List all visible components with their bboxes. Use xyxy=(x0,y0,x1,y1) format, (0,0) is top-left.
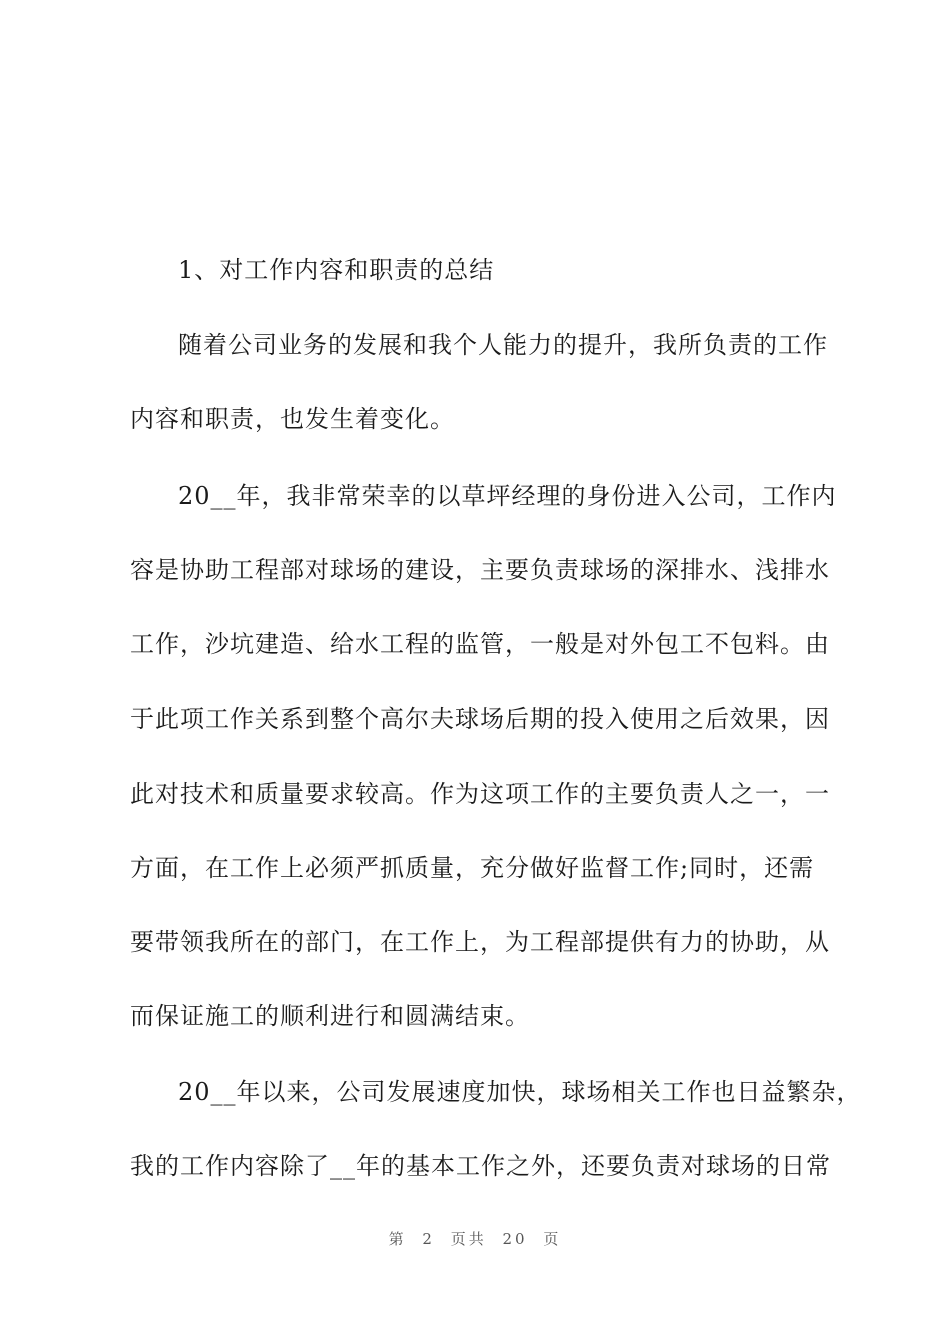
paragraph-line: 20__年以来，公司发展速度加快，球场相关工作也日益繁杂， xyxy=(178,1078,862,1106)
paragraph-line: 方面，在工作上必须严抓质量，充分做好监督工作;同时，还需 xyxy=(130,854,815,882)
paragraph-line: 于此项工作关系到整个高尔夫球场后期的投入使用之后效果，因 xyxy=(130,705,830,733)
paragraph-line: 随着公司业务的发展和我个人能力的提升，我所负责的工作 xyxy=(178,331,828,359)
paragraph-line: 容是协助工程部对球场的建设，主要负责球场的深排水、浅排水 xyxy=(130,556,830,584)
page-number-footer: 第 2 页共 20 页 xyxy=(388,1230,562,1248)
paragraph-line: 此对技术和质量要求较高。作为这项工作的主要负责人之一，一 xyxy=(130,780,830,808)
paragraph-line: 20__年，我非常荣幸的以草坪经理的身份进入公司，工作内 xyxy=(178,482,837,510)
paragraph-line: 而保证施工的顺利进行和圆满结束。 xyxy=(130,1002,530,1030)
section-heading: 1、对工作内容和职责的总结 xyxy=(178,256,495,284)
paragraph-line: 内容和职责，也发生着变化。 xyxy=(130,405,455,433)
paragraph-line: 要带领我所在的部门，在工作上，为工程部提供有力的协助，从 xyxy=(130,928,830,956)
paragraph-line: 我的工作内容除了__年的基本工作之外，还要负责对球场的日常 xyxy=(130,1152,831,1180)
paragraph-line: 工作，沙坑建造、给水工程的监管，一般是对外包工不包料。由 xyxy=(130,630,830,658)
